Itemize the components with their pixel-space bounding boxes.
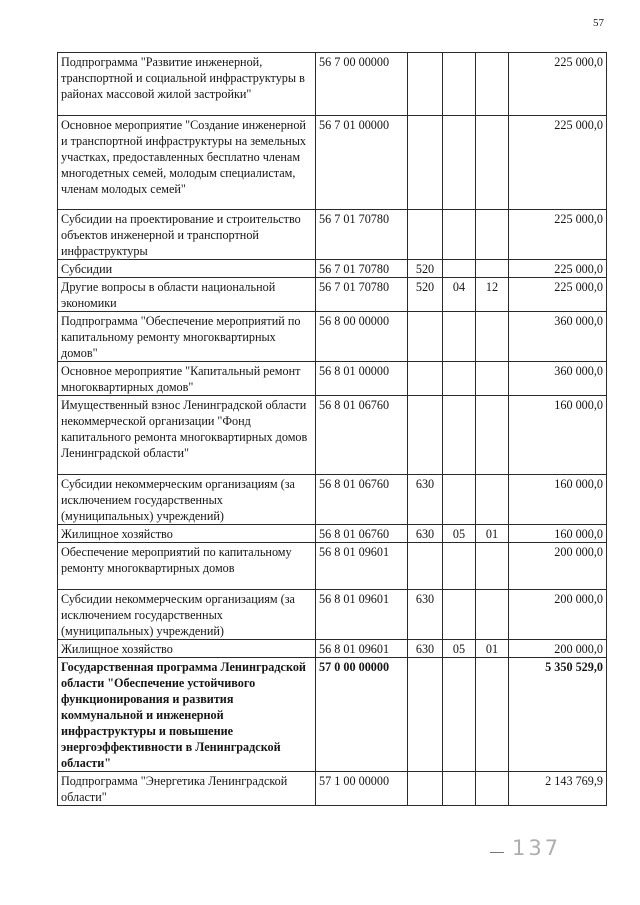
row-expense-type-cell: [408, 210, 443, 260]
row-expense-type-cell: [408, 53, 443, 116]
row-name-cell: Основное мероприятие "Создание инженерной и транспортной инфраструктуры на земельных участках, предоставленных бесплатно членам многодетных семей, молодым специалистам, членам молодых семей": [58, 116, 316, 210]
budget-table: [57, 52, 607, 806]
row-code-cell: 56 8 01 00000: [316, 362, 408, 396]
row-code-cell: 56 8 01 06760: [316, 475, 408, 525]
row-name-cell: Государственная программа Ленинградской области "Обеспечение устойчивого функционирования и развития коммунальной и инженерной инфраструктуры и повышение энергоэффективности в Ленинградской области": [58, 658, 316, 772]
row-name-cell: Жилищное хозяйство: [58, 640, 316, 658]
row-sum-cell: 225 000,0: [509, 260, 607, 278]
row-name-cell: Подпрограмма "Обеспечение мероприятий по капитальному ремонту многоквартирных домов": [58, 312, 316, 362]
row-expense-type-cell: [408, 362, 443, 396]
row-expense-type-cell: [408, 658, 443, 772]
row-code-cell: 56 8 01 09601: [316, 543, 408, 590]
row-name-cell: Подпрограмма "Развитие инженерной, транспортной и социальной инфраструктуры в районах массовой жилой застройки": [58, 53, 316, 116]
row-code-cell: 56 8 01 06760: [316, 396, 408, 475]
row-name-cell: Субсидии: [58, 260, 316, 278]
row-expense-type-cell: 520: [408, 278, 443, 312]
row-code-cell: 57 0 00 00000: [316, 658, 408, 772]
row-section-cell: [443, 362, 476, 396]
row-code-cell: 56 8 01 09601: [316, 640, 408, 658]
table-row: [58, 312, 607, 362]
table-row: [58, 475, 607, 525]
row-subsection-cell: [476, 116, 509, 210]
row-name-cell: Субсидии некоммерческим организациям (за исключением государственных (муниципальных) учреждений): [58, 475, 316, 525]
row-subsection-cell: [476, 362, 509, 396]
row-expense-type-cell: [408, 116, 443, 210]
row-sum-cell: 225 000,0: [509, 116, 607, 210]
row-sum-cell: 160 000,0: [509, 475, 607, 525]
table-row: [58, 640, 607, 658]
row-subsection-cell: [476, 53, 509, 116]
row-sum-cell: 360 000,0: [509, 362, 607, 396]
row-expense-type-cell: [408, 312, 443, 362]
row-code-cell: 57 1 00 00000: [316, 772, 408, 806]
row-expense-type-cell: [408, 396, 443, 475]
row-section-cell: [443, 260, 476, 278]
row-expense-type-cell: 630: [408, 475, 443, 525]
row-section-cell: [443, 53, 476, 116]
table-row: [58, 772, 607, 806]
footer-dash: [490, 852, 504, 853]
row-section-cell: [443, 312, 476, 362]
row-subsection-cell: [476, 260, 509, 278]
row-section-cell: 05: [443, 525, 476, 543]
row-expense-type-cell: 630: [408, 525, 443, 543]
row-name-cell: Подпрограмма "Энергетика Ленинградской области": [58, 772, 316, 806]
row-code-cell: 56 7 01 70780: [316, 210, 408, 260]
row-subsection-cell: [476, 590, 509, 640]
row-expense-type-cell: [408, 772, 443, 806]
table-row: [58, 658, 607, 772]
row-sum-cell: 2 143 769,9: [509, 772, 607, 806]
row-sum-cell: 225 000,0: [509, 210, 607, 260]
row-name-cell: Субсидии на проектирование и строительство объектов инженерной и транспортной инфраструктуры: [58, 210, 316, 260]
row-name-cell: Другие вопросы в области национальной экономики: [58, 278, 316, 312]
row-code-cell: 56 7 00 00000: [316, 53, 408, 116]
row-sum-cell: 200 000,0: [509, 543, 607, 590]
table-row: [58, 590, 607, 640]
page-number: 57: [593, 17, 604, 29]
row-subsection-cell: [476, 543, 509, 590]
row-section-cell: [443, 475, 476, 525]
row-section-cell: [443, 396, 476, 475]
table-row: [58, 210, 607, 260]
row-section-cell: [443, 590, 476, 640]
row-subsection-cell: [476, 210, 509, 260]
row-section-cell: [443, 210, 476, 260]
row-sum-cell: 160 000,0: [509, 525, 607, 543]
row-code-cell: 56 7 01 70780: [316, 278, 408, 312]
row-sum-cell: 5 350 529,0: [509, 658, 607, 772]
table-row: [58, 396, 607, 475]
row-subsection-cell: [476, 772, 509, 806]
row-code-cell: 56 8 01 06760: [316, 525, 408, 543]
row-name-cell: Основное мероприятие "Капитальный ремонт многоквартирных домов": [58, 362, 316, 396]
row-section-cell: 04: [443, 278, 476, 312]
row-sum-cell: 200 000,0: [509, 590, 607, 640]
row-name-cell: Субсидии некоммерческим организациям (за исключением государственных (муниципальных) учреждений): [58, 590, 316, 640]
row-name-cell: Жилищное хозяйство: [58, 525, 316, 543]
row-sum-cell: 160 000,0: [509, 396, 607, 475]
row-name-cell: Обеспечение мероприятий по капитальному ремонту многоквартирных домов: [58, 543, 316, 590]
row-subsection-cell: [476, 396, 509, 475]
table-row: [58, 543, 607, 590]
row-sum-cell: 200 000,0: [509, 640, 607, 658]
row-section-cell: [443, 116, 476, 210]
row-code-cell: 56 8 01 09601: [316, 590, 408, 640]
row-sum-cell: 225 000,0: [509, 278, 607, 312]
row-subsection-cell: [476, 475, 509, 525]
row-subsection-cell: [476, 658, 509, 772]
table-row: [58, 362, 607, 396]
row-subsection-cell: [476, 312, 509, 362]
table-row: [58, 53, 607, 116]
row-name-cell: Имущественный взнос Ленинградской области некоммерческой организации "Фонд капитального ремонта многоквартирных домов Ленинградской области": [58, 396, 316, 475]
row-subsection-cell: 12: [476, 278, 509, 312]
budget-table-body: [58, 53, 607, 806]
row-code-cell: 56 8 00 00000: [316, 312, 408, 362]
footer-stamp: 137: [512, 836, 562, 860]
table-row: [58, 260, 607, 278]
row-section-cell: 05: [443, 640, 476, 658]
row-sum-cell: 360 000,0: [509, 312, 607, 362]
row-subsection-cell: 01: [476, 640, 509, 658]
row-section-cell: [443, 658, 476, 772]
row-section-cell: [443, 772, 476, 806]
table-row: [58, 525, 607, 543]
row-section-cell: [443, 543, 476, 590]
row-code-cell: 56 7 01 00000: [316, 116, 408, 210]
row-sum-cell: 225 000,0: [509, 53, 607, 116]
table-row: [58, 278, 607, 312]
row-subsection-cell: 01: [476, 525, 509, 543]
row-code-cell: 56 7 01 70780: [316, 260, 408, 278]
row-expense-type-cell: [408, 543, 443, 590]
row-expense-type-cell: 630: [408, 640, 443, 658]
row-expense-type-cell: 520: [408, 260, 443, 278]
table-row: [58, 116, 607, 210]
row-expense-type-cell: 630: [408, 590, 443, 640]
